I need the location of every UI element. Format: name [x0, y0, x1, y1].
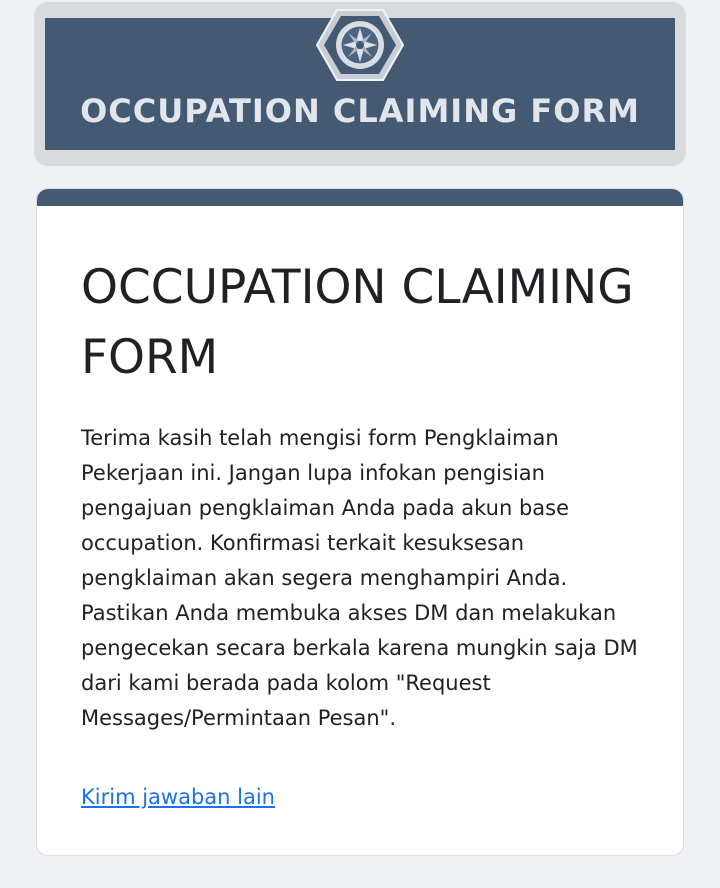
banner-title: OCCUPATION CLAIMING FORM	[80, 92, 640, 130]
header-banner-frame	[34, 2, 686, 166]
hexagon-emblem-icon	[315, 8, 405, 82]
card-accent-bar	[37, 189, 683, 206]
form-title: OCCUPATION CLAIMING FORM	[81, 260, 634, 385]
submit-another-response-link[interactable]: Kirim jawaban lain	[81, 785, 275, 809]
confirmation-message: Terima kasih telah mengisi form Pengklaiman Pekerjaan ini. Jangan lupa infokan pengisian pengajuan pengklaiman Anda pada akun base occupation. Konfirmasi terkait kesuksesan pengklaiman akan segera menghampiri Anda. Pastikan Anda membuka akses DM dan melakukan pengecekan secara berkala karena mungkin saja DM dari kami berada pada kolom "Request Messages/Permintaan Pesan".	[81, 426, 638, 730]
confirmation-card	[36, 188, 684, 856]
header-banner	[45, 18, 675, 150]
